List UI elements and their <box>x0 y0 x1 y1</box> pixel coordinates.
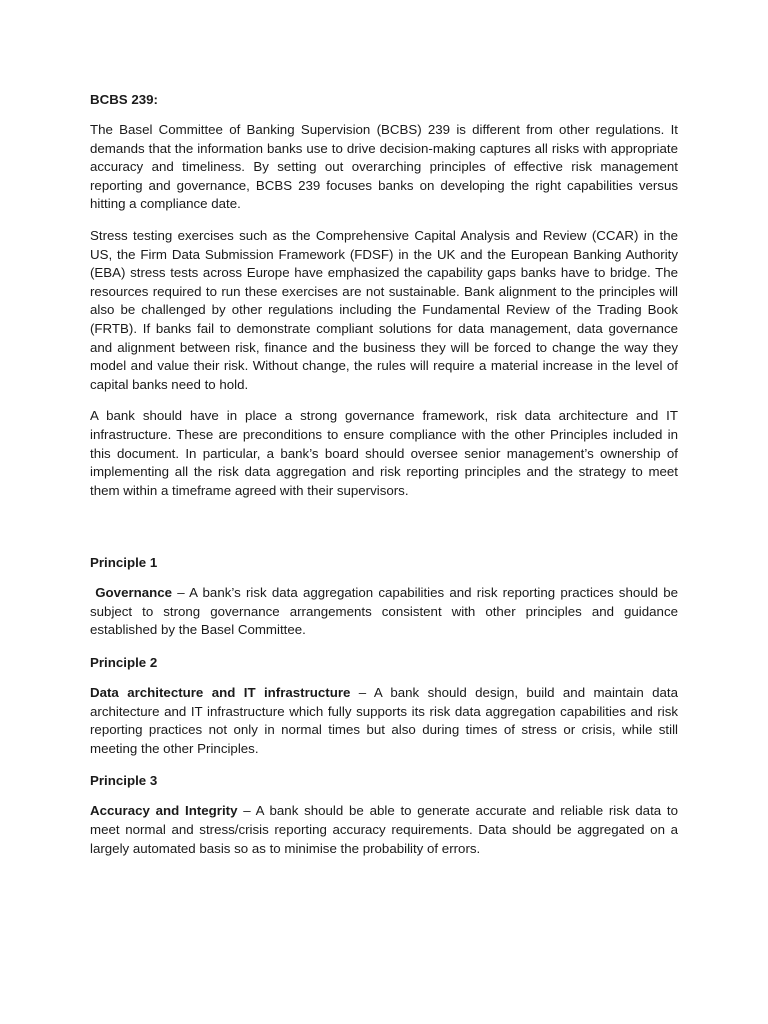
principle-2-term: Data architecture and IT infrastructure <box>90 685 351 701</box>
principle-1-body <box>90 584 678 640</box>
principle-2-heading: Principle 2 <box>90 655 158 671</box>
principle-3-body <box>90 802 678 858</box>
document-page <box>90 90 678 871</box>
intro-paragraph-3: A bank should have in place a strong governance framework, risk data architecture and IT infrastructure. These are preconditions to ensure compliance with the other Principles included in this document. In particular, a bank’s board should oversee senior management’s ownership of implementing all the risk data aggregation and risk reporting principles and the strategy to meet them within a timeframe agreed with their supervisors. <box>90 408 678 498</box>
principle-3-heading: Principle 3 <box>90 773 158 789</box>
principle-3-term: Accuracy and Integrity <box>90 803 238 819</box>
section-spacer <box>90 513 678 553</box>
principle-1-heading: Principle 1 <box>90 555 158 571</box>
intro-paragraph-2: Stress testing exercises such as the Comprehensive Capital Analysis and Review (CCAR) in the US, the Firm Data Submission Framework (FDSF) in the UK and the European Banking Authority (EBA) stress tests across Europe have emphasized the capability gaps banks have to bridge. The resources required to run these exercises are not sustainable. Bank alignment to the principles will also be challenged by other regulations including the Fundamental Review of the Trading Book (FRTB). If banks fail to demonstrate compliant solutions for data management, data governance and alignment between risk, finance and the business they will be forced to change the way they model and value their risk. Without change, the rules will require a material increase in the level of capital banks need to hold. <box>90 227 678 392</box>
intro-paragraph-1: The Basel Committee of Banking Supervision (BCBS) 239 is different from other regulations. It demands that the information banks use to drive decision-making captures all risks with appropriate accuracy and timeliness. By setting out overarching principles of effective risk management reporting and governance, BCBS 239 focuses banks on developing the right capabilities versus hitting a compliance date. <box>90 122 678 212</box>
principle-2-body <box>90 684 678 758</box>
principle-2-description: – A bank should design, build and maintain data architecture and IT infrastructure which fully supports its risk data aggregation capabilities and risk reporting practices not only in normal times but also during times of stress or crisis, while still meeting the other Principles. <box>90 685 679 756</box>
document-title: BCBS 239: <box>90 92 158 107</box>
principle-3-description: – A bank should be able to generate accurate and reliable risk data to meet normal and stress/crisis reporting accuracy requirements. Data should be aggregated on a largely automated basis so as to minimise the probability of errors. <box>90 803 678 856</box>
principle-1-description: – A bank’s risk data aggregation capabilities and risk reporting practices should be subject to strong governance arrangements consistent with other principles and guidance established by the Basel Committee. <box>90 585 678 638</box>
principle-1-term: Governance <box>95 585 173 601</box>
